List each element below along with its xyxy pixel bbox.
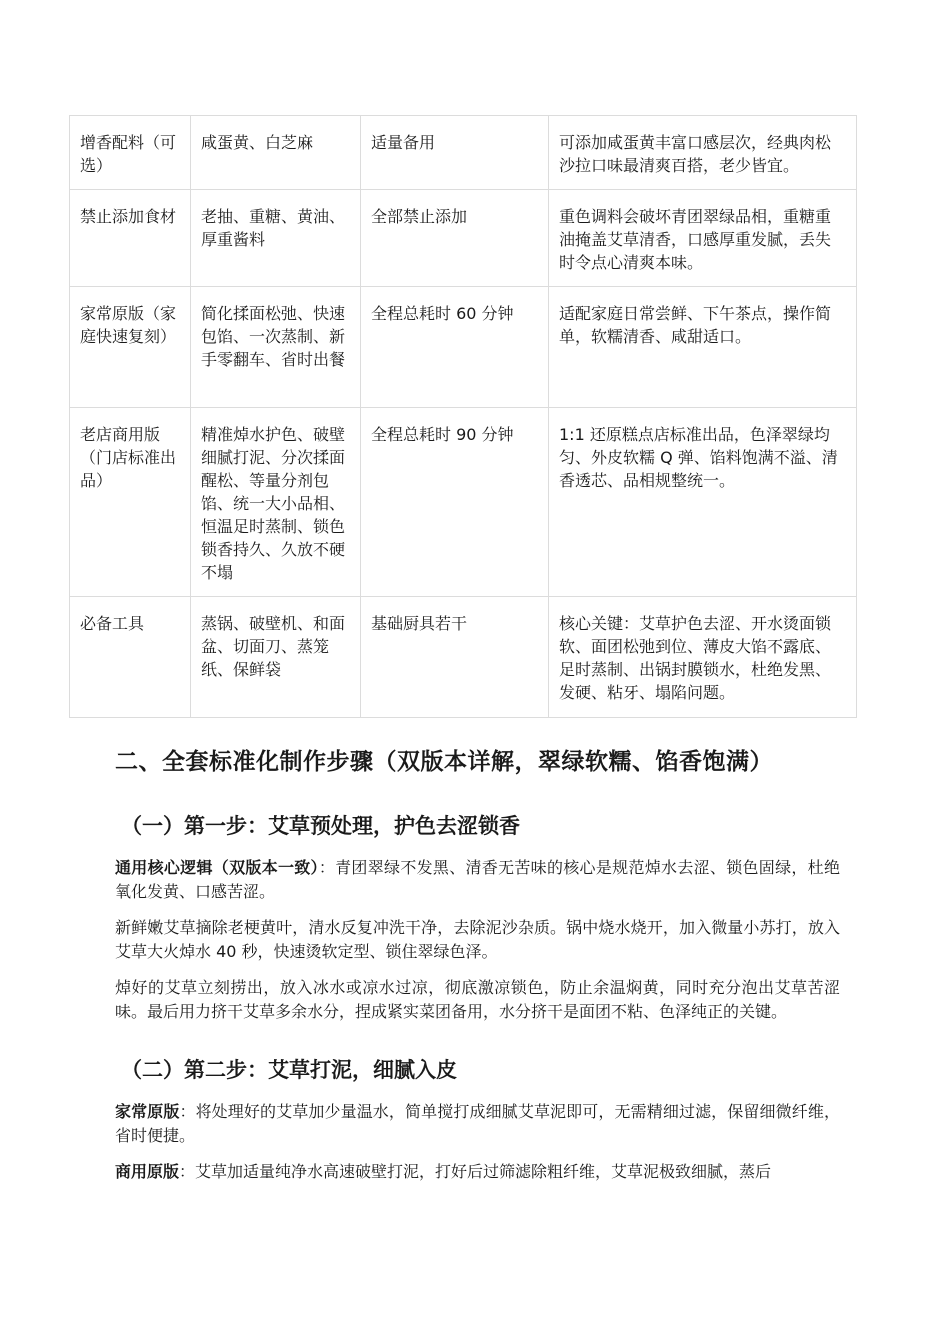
step2-home-label: 家常原版 — [115, 1102, 180, 1121]
table-cell: 基础厨具若干 — [361, 597, 549, 718]
section-heading: 二、全套标准化制作步骤（双版本详解，翠绿软糯、馅香饱满） — [115, 749, 773, 775]
table-row — [70, 116, 857, 190]
table-cell: 重色调料会破坏青团翠绿品相，重糖重油掩盖艾草清香，口感厚重发腻，丢失时令点心清爽本味。 — [549, 190, 857, 287]
step2-commercial-label: 商用原版 — [115, 1162, 180, 1181]
table-cell: 可添加咸蛋黄丰富口感层次，经典肉松沙拉口味最清爽百搭，老少皆宜。 — [549, 116, 857, 190]
ingredient-spec-table — [69, 115, 857, 718]
step1-core-text: ：青团翠绿不发黑、清香无苦味的核心是规范焯水去涩、锁色固绿，杜绝氧化发黄、口感苦涩。 — [115, 858, 840, 901]
table-cell: 1:1 还原糕点店标准出品，色泽翠绿均匀、外皮软糯 Q 弹、馅料饱满不溢、清香透芯、品相规整统一。 — [549, 408, 857, 597]
step1-heading: （一）第一步：艾草预处理，护色去涩锁香 — [121, 814, 520, 838]
table-cell: 家常原版（家庭快速复刻） — [70, 287, 191, 408]
step1-core-label: 通用核心逻辑（双版本一致） — [115, 858, 319, 877]
table-cell: 全程总耗时 60 分钟 — [361, 287, 549, 408]
step2-paragraph-commercial — [115, 1160, 840, 1184]
table-row — [70, 190, 857, 287]
step1-paragraph-2: 新鲜嫩艾草摘除老梗黄叶，清水反复冲洗干净，去除泥沙杂质。锅中烧水烧开，加入微量小苏打，放入艾草大火焯水 40 秒，快速烫软定型、锁住翠绿色泽。 — [115, 918, 840, 961]
table-cell: 增香配料（可选） — [70, 116, 191, 190]
table-cell: 老抽、重糖、黄油、厚重酱料 — [191, 190, 361, 287]
table-cell: 全程总耗时 90 分钟 — [361, 408, 549, 597]
step2-heading: （二）第二步：艾草打泥，细腻入皮 — [121, 1058, 457, 1082]
step2-paragraph-home — [115, 1100, 840, 1148]
table-cell: 适配家庭日常尝鲜、下午茶点，操作简单，软糯清香、咸甜适口。 — [549, 287, 857, 408]
table-row — [70, 287, 857, 408]
table-cell: 精准焯水护色、破壁细腻打泥、分次揉面醒松、等量分剂包馅、统一大小品相、恒温足时蒸制、锁色锁香持久、久放不硬不塌 — [191, 408, 361, 597]
main-content — [115, 740, 840, 1184]
step1-paragraph-3: 焯好的艾草立刻捞出，放入冰水或凉水过凉，彻底激凉锁色，防止余温焖黄，同时充分泡出艾草苦涩味。最后用力挤干艾草多余水分，捏成紧实菜团备用，水分挤干是面团不粘、色泽纯正的关键。 — [115, 978, 840, 1021]
table-cell: 必备工具 — [70, 597, 191, 718]
table-cell: 咸蛋黄、白芝麻 — [191, 116, 361, 190]
step2-commercial-text: ：艾草加适量纯净水高速破壁打泥，打好后过筛滤除粗纤维，艾草泥极致细腻，蒸后 — [179, 1162, 772, 1181]
table-row — [70, 597, 857, 718]
table-row — [70, 408, 857, 597]
table-cell: 全部禁止添加 — [361, 190, 549, 287]
table-cell: 简化揉面松弛、快速包馅、一次蒸制、新手零翻车、省时出餐 — [191, 287, 361, 408]
table-cell: 蒸锅、破壁机、和面盆、切面刀、蒸笼纸、保鲜袋 — [191, 597, 361, 718]
step1-paragraph-core — [115, 856, 840, 904]
table-cell: 禁止添加食材 — [70, 190, 191, 287]
table-cell: 老店商用版（门店标准出品） — [70, 408, 191, 597]
step2-home-text: ：将处理好的艾草加少量温水，简单搅打成细腻艾草泥即可，无需精细过滤，保留细微纤维，省时便捷。 — [115, 1102, 840, 1145]
table-cell: 核心关键：艾草护色去涩、开水烫面锁软、面团松弛到位、薄皮大馅不露底、足时蒸制、出锅封膜锁水，杜绝发黑、发硬、粘牙、塌陷问题。 — [549, 597, 857, 718]
table-cell: 适量备用 — [361, 116, 549, 190]
